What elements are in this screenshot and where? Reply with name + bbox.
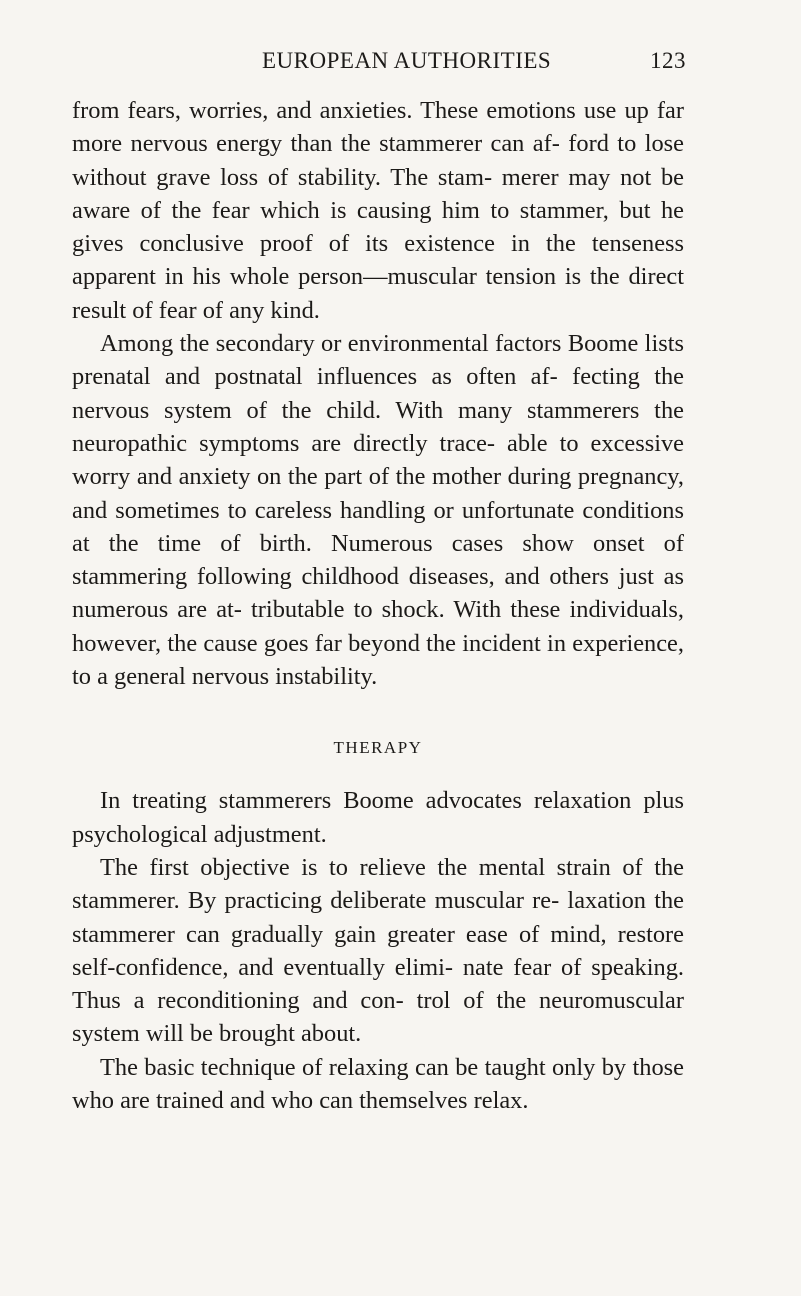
body-text xyxy=(72,94,684,1117)
paragraph: from fears, worries, and anxieties. These emotions use up far more nervous energy than the stammerer can af- ford to lose without grave loss of stability. The stam- merer may not be aware of the fear which is causing him to stammer, but he gives conclusive proof of its existence in the tenseness apparent in his whole person—muscular tension is the direct result of fear of any kind. xyxy=(72,97,684,324)
running-head xyxy=(72,48,686,82)
running-head-title: EUROPEAN AUTHORITIES xyxy=(262,48,552,73)
paragraph: The basic technique of relaxing can be taught only by those who are trained and who can themselves relax. xyxy=(72,1053,684,1115)
paragraph: Among the secondary or environmental factors Boome lists prenatal and postnatal influences as often af- fecting the nervous system of the child. With many stammerers the neuropathic symptoms are directly trace- able to excessive worry and anxiety on the part of the mother during pregnancy, and sometimes to careless handling or unfortunate conditions at the time of birth. Numerous cases show onset of stammering following childhood diseases, and others just as numerous are at- tributable to shock. With these individuals, however, the cause goes far beyond the incident in experience, to a general nervous instability. xyxy=(72,330,684,691)
paragraph: In treating stammerers Boome advocates relaxation plus psychological adjustment. xyxy=(72,787,684,848)
paragraph: The first objective is to relieve the mental strain of the stammerer. By practicing deliberate muscular re- laxation the stammerer can gradually gain greater ease of mind, restore self-confidence, and eventually elimi- nate fear of speaking. Thus a reconditioning and con- trol of the neuromuscular system will be brought about. xyxy=(72,853,684,1048)
page-number: 123 xyxy=(650,48,686,73)
section-heading: THERAPY xyxy=(333,738,423,758)
